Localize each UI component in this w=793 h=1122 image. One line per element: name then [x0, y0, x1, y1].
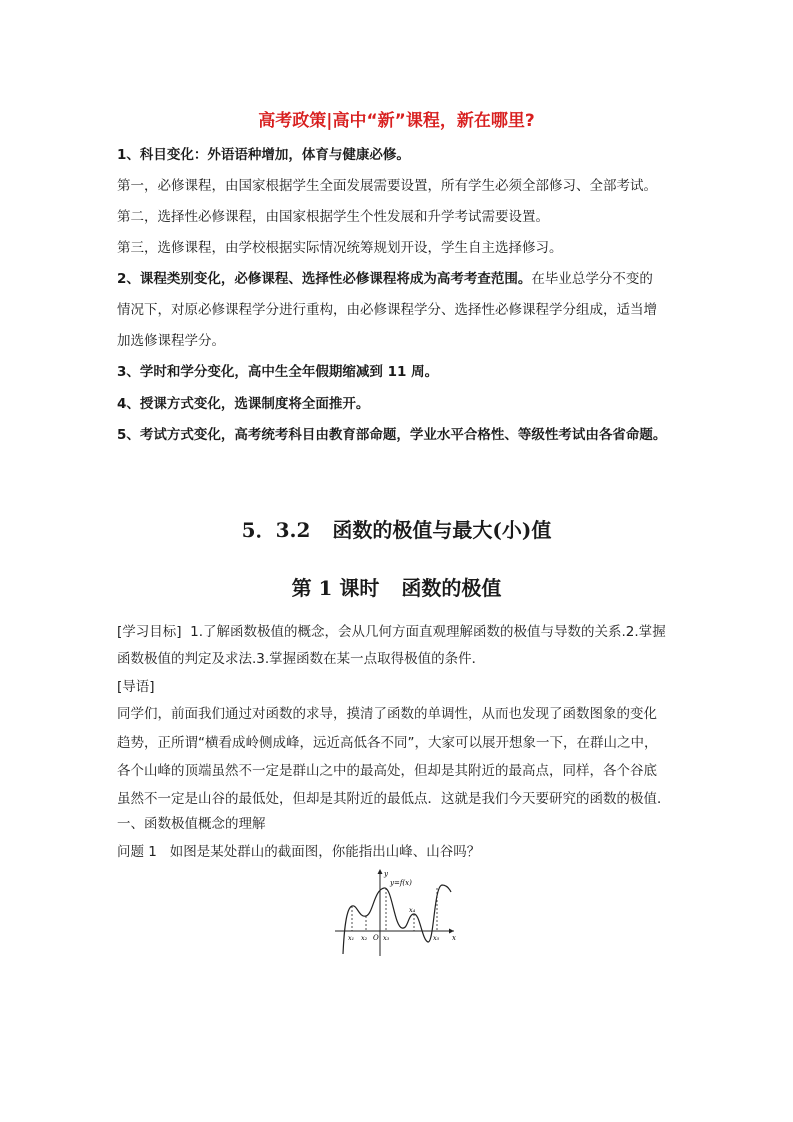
- learning-goals-line-1: [117, 622, 666, 642]
- y-axis-label: y: [384, 870, 388, 878]
- x5-label: x₅: [433, 934, 440, 942]
- section-heading: [0, 514, 793, 543]
- function-graph-figure: [330, 866, 465, 961]
- policy-item-2-rest-b: 情况下，对原必修课程学分进行重构，由必修课程学分、选择性必修课程学分组成，适当增: [117, 302, 657, 318]
- question-1-label: 问题 1: [117, 844, 157, 860]
- guide-label: [导语]: [117, 679, 155, 695]
- section-number: 5．3.2: [241, 518, 311, 542]
- class-number: 第 1 课时: [291, 576, 380, 600]
- x3-label: x₃: [383, 934, 390, 942]
- guide-line-4: 虽然不一定是山谷的最低处，但却是其附近的最低点．这就是我们今天要研究的函数的极值．: [117, 791, 671, 807]
- question-1: [117, 842, 480, 862]
- x-axis-label: x: [452, 934, 456, 942]
- learning-goals-line-2: 函数极值的判定及求法.3.掌握函数在某一点取得极值的条件．: [117, 651, 486, 667]
- section-title: 函数的极值与最大(小)值: [332, 518, 552, 542]
- function-curve: [343, 885, 451, 954]
- policy-item-3: 3、学时和学分变化，高中生全年假期缩减到 11 周。: [117, 364, 439, 380]
- guide-line-2: 趋势，正所谓“横看成岭侧成峰，远近高低各不同”，大家可以展开想象一下，在群山之中，: [117, 735, 658, 751]
- x1-label: x₁: [348, 934, 355, 942]
- class-title: 函数的极值: [401, 576, 502, 600]
- class-heading: [0, 572, 793, 601]
- policy-third: 第三，选修课程，由学校根据实际情况统筹规划开设，学生自主选择修习。: [117, 240, 563, 256]
- policy-title: 高考政策|高中“新”课程，新在哪里?: [258, 111, 535, 131]
- policy-item-4: 4、授课方式变化，选课制度将全面推开。: [117, 396, 370, 412]
- x2-label: x₂: [361, 934, 368, 942]
- policy-item-2: [117, 269, 653, 289]
- x4-label: x₄: [409, 906, 416, 914]
- policy-item-2-bold: 2、课程类别变化，必修课程、选择性必修课程将成为高考考查范围。: [117, 271, 532, 287]
- guide-line-3: 各个山峰的顶端虽然不一定是群山之中的最高处，但却是其附近的最高点，同样，各个谷底: [117, 763, 657, 779]
- guide-line-1: 同学们，前面我们通过对函数的求导，摸清了函数的单调性，从而也发现了函数图象的变化: [117, 706, 657, 722]
- policy-first: 第一，必修课程，由国家根据学生全面发展需要设置，所有学生必须全部修习、全部考试。: [117, 178, 657, 194]
- question-1-text: 如图是某处群山的截面图，你能指出山峰、山谷吗？: [169, 844, 481, 860]
- policy-item-1: 1、科目变化：外语语种增加，体育与健康必修。: [117, 147, 410, 163]
- policy-item-2-rest-a: 在毕业总学分不变的: [531, 271, 653, 287]
- policy-item-5: 5、考试方式变化，高考统考科目由教育部命题，学业水平合格性、等级性考试由各省命题。: [117, 427, 667, 443]
- origin-label: O: [373, 934, 379, 942]
- policy-item-2-rest-c: 加选修课程学分。: [117, 333, 225, 349]
- section-one-heading: 一、函数极值概念的理解: [117, 816, 266, 832]
- y-axis-arrow: [378, 869, 383, 874]
- learning-goals-label: [学习目标]: [117, 624, 182, 640]
- policy-second: 第二，选择性必修课程，由国家根据学生个性发展和升学考试需要设置。: [117, 209, 549, 225]
- x-axis-arrow: [449, 929, 454, 934]
- function-label: y=f(x): [390, 879, 412, 887]
- learning-goals-text-a: 1.了解函数极值的概念，会从几何方面直观理解函数的极值与导数的关系.2.掌握: [190, 624, 666, 640]
